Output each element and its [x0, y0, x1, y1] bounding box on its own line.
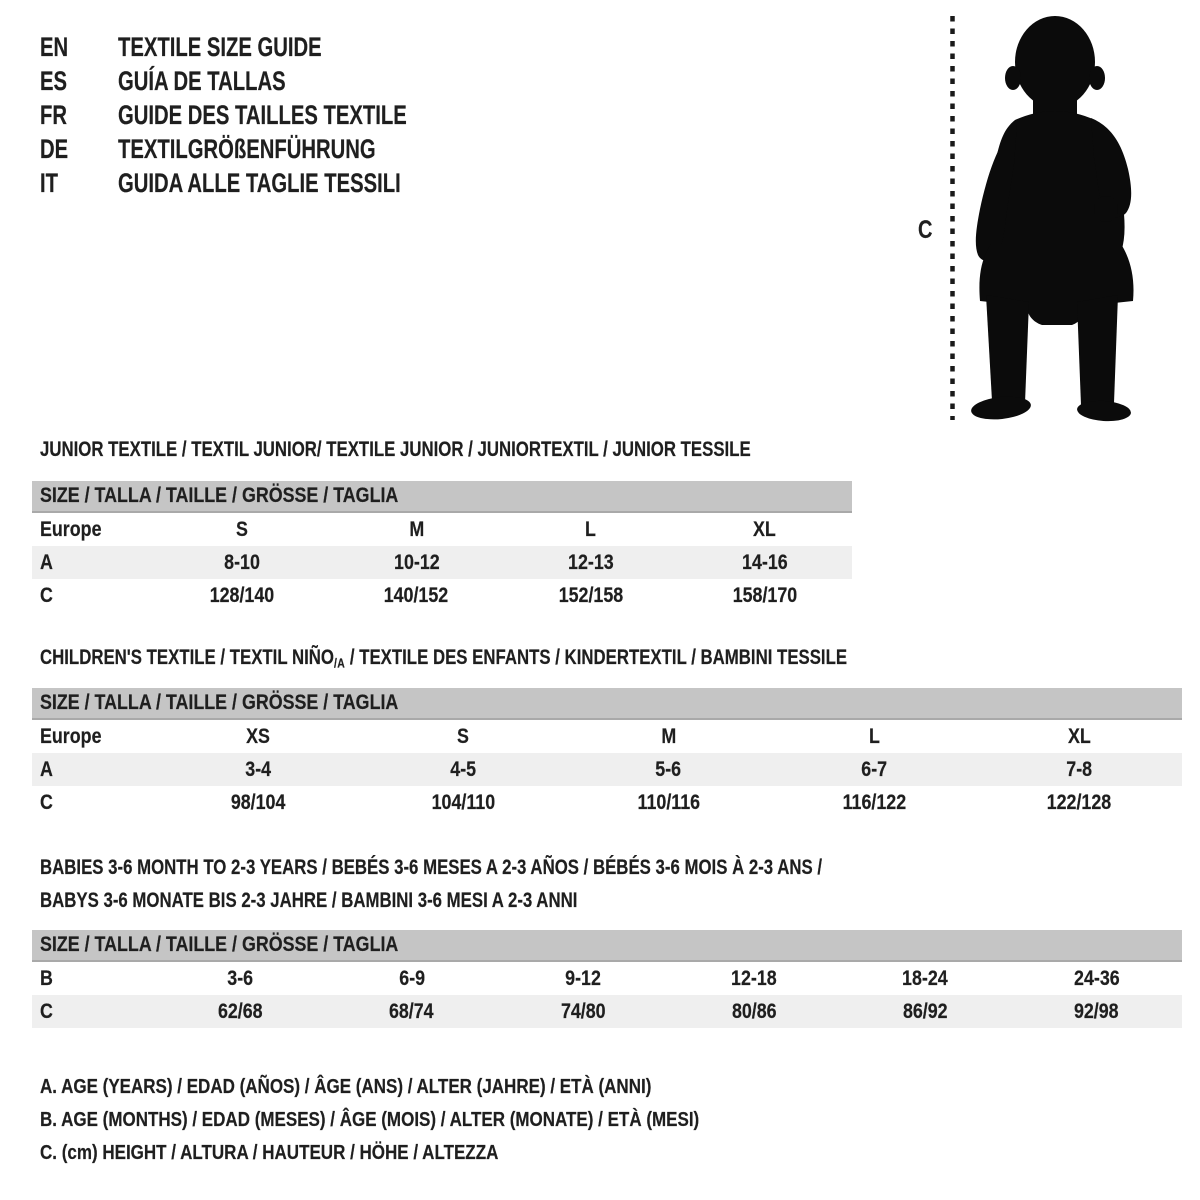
title-segment: / TEXTILE DES ENFANTS / KINDERTEXTIL / BAMBINI TESSILE	[345, 646, 848, 669]
language-guide-title: GUÍA DE TALLAS	[118, 66, 286, 96]
language-row	[40, 30, 503, 64]
size-header-bar	[32, 688, 1182, 720]
legend-text: C. (cm) HEIGHT / ALTURA / HAUTEUR / HÖHE / ALTEZZA	[40, 1142, 499, 1164]
language-guide-title: TEXTILGRÖßENFÜHRUNG	[118, 134, 376, 164]
value-text: M	[661, 725, 676, 748]
height-measure-label	[918, 216, 936, 244]
language-code: DE	[40, 134, 69, 164]
row-label-cell	[32, 995, 155, 1028]
value-cell	[497, 995, 668, 1028]
value-cell	[497, 962, 668, 995]
title-segment: CHILDREN'S TEXTILE / TEXTIL NIÑO	[40, 646, 334, 669]
value-cell	[1011, 962, 1182, 995]
table-row	[32, 962, 1182, 995]
table-row	[32, 546, 852, 579]
value-cell	[329, 579, 503, 612]
value-cell	[360, 786, 565, 819]
value-cell	[678, 579, 852, 612]
value-cell	[771, 786, 976, 819]
legend-text: B. AGE (MONTHS) / EDAD (MESES) / ÂGE (MOIS) / ALTER (MONATE) / ETÀ (MESI)	[40, 1109, 700, 1131]
language-title-list	[40, 30, 503, 200]
section-title-line	[40, 437, 852, 463]
value-text: 86/92	[902, 1000, 948, 1023]
value-cell	[155, 962, 326, 995]
size-table	[32, 688, 1182, 819]
row-label-cell	[32, 962, 155, 995]
value-text: 80/86	[731, 1000, 777, 1023]
value-cell	[155, 995, 326, 1028]
row-label-cell	[32, 513, 155, 546]
value-text: 12-18	[731, 967, 777, 990]
size-header-text: SIZE / TALLA / TAILLE / GRÖSSE / TAGLIA	[40, 691, 399, 714]
value-text: XS	[245, 725, 270, 748]
row-label-cell	[32, 546, 155, 579]
section-title	[32, 437, 852, 463]
value-text: S	[457, 725, 470, 748]
value-cell	[840, 995, 1011, 1028]
section-babies-textile	[32, 851, 1182, 1023]
legend-text: A. AGE (YEARS) / EDAD (AÑOS) / ÂGE (ANS) / ALTER (JAHRE) / ETÀ (ANNI)	[40, 1076, 652, 1098]
value-text: 9-12	[565, 967, 601, 990]
value-cell	[504, 513, 678, 546]
language-guide-title: GUIDA ALLE TAGLIE TESSILI	[118, 168, 401, 198]
section-childrens-textile	[32, 645, 1182, 814]
value-text: S	[236, 518, 249, 541]
value-cell	[977, 720, 1182, 753]
value-text: 7-8	[1066, 758, 1093, 781]
value-text: 3-6	[227, 967, 254, 990]
value-text: XL	[753, 518, 777, 541]
value-cell	[504, 546, 678, 579]
title-segment: BABIES 3-6 MONTH TO 2-3 YEARS / BEBÉS 3-6 MESES A 2-3 AÑOS / BÉBÉS 3-6 MOIS À 2-3 ANS /	[40, 856, 823, 879]
row-label: C	[40, 1000, 53, 1023]
value-text: 92/98	[1074, 1000, 1119, 1023]
toddler-silhouette	[963, 12, 1149, 422]
value-cell	[566, 786, 771, 819]
value-text: 116/122	[842, 791, 906, 814]
value-text: 10-12	[393, 551, 440, 574]
title-segment: BABYS 3-6 MONATE BIS 2-3 JAHRE / BAMBINI 3-6 MESI A 2-3 ANNI	[40, 889, 578, 912]
section-title-line	[40, 851, 1182, 884]
value-cell	[326, 962, 497, 995]
value-text: 14-16	[742, 551, 788, 574]
value-cell	[155, 546, 329, 579]
value-cell	[678, 546, 852, 579]
value-cell	[840, 962, 1011, 995]
legend-line	[40, 1137, 816, 1170]
value-text: 104/110	[431, 791, 495, 814]
value-cell	[669, 995, 840, 1028]
table-row	[32, 753, 1182, 786]
value-text: 5-6	[655, 758, 682, 781]
language-row	[40, 132, 503, 166]
value-cell	[155, 579, 329, 612]
value-text: 158/170	[732, 584, 798, 607]
section-junior-textile	[32, 437, 852, 607]
language-row	[40, 98, 503, 132]
size-header-text: SIZE / TALLA / TAILLE / GRÖSSE / TAGLIA	[40, 484, 399, 507]
table-row	[32, 513, 852, 546]
value-text: 3-4	[244, 758, 271, 781]
value-cell	[360, 753, 565, 786]
table-row	[32, 720, 1182, 753]
section-title-text	[40, 851, 822, 884]
size-header-text: SIZE / TALLA / TAILLE / GRÖSSE / TAGLIA	[40, 933, 399, 956]
language-code: IT	[40, 168, 58, 198]
value-text: 6-7	[861, 758, 887, 781]
row-label-cell	[32, 579, 155, 612]
value-text: 24-36	[1073, 967, 1120, 990]
section-title-text	[40, 645, 847, 676]
row-label: C	[40, 791, 53, 814]
height-dashed-line	[948, 16, 957, 420]
section-title	[32, 645, 1182, 676]
row-label-cell	[32, 720, 155, 753]
value-cell	[566, 720, 771, 753]
height-measure-letter: C	[918, 216, 933, 244]
value-text: 128/140	[209, 584, 275, 607]
value-cell	[326, 995, 497, 1028]
language-code: FR	[40, 100, 67, 130]
row-label: B	[40, 967, 53, 990]
legend-line	[40, 1071, 816, 1104]
value-cell	[155, 513, 329, 546]
value-cell	[329, 513, 503, 546]
value-text: 6-9	[398, 967, 425, 990]
value-cell	[977, 786, 1182, 819]
title-segment: JUNIOR TEXTILE / TEXTIL JUNIOR/ TEXTILE JUNIOR / JUNIORTEXTIL / JUNIOR TESSILE	[40, 438, 751, 461]
table-row	[32, 579, 852, 612]
table-row	[32, 995, 1182, 1028]
value-cell	[771, 720, 976, 753]
value-cell	[977, 753, 1182, 786]
value-text: 12-13	[567, 551, 614, 574]
value-text: 98/104	[230, 791, 285, 814]
value-cell	[566, 753, 771, 786]
value-text: 4-5	[450, 758, 477, 781]
value-text: 110/116	[637, 791, 700, 814]
legend-line	[40, 1104, 816, 1137]
row-label: A	[40, 758, 53, 781]
value-cell	[155, 720, 360, 753]
language-row	[40, 166, 503, 200]
value-text: M	[408, 518, 424, 541]
size-table	[32, 481, 852, 612]
size-header-bar	[32, 930, 1182, 962]
section-title-text	[40, 437, 751, 463]
value-cell	[360, 720, 565, 753]
row-label: A	[40, 551, 53, 574]
language-code: ES	[40, 66, 68, 96]
section-title-line	[40, 645, 1182, 676]
value-cell	[155, 753, 360, 786]
value-cell	[155, 786, 360, 819]
table-row	[32, 786, 1182, 819]
language-row	[40, 64, 503, 98]
row-label-cell	[32, 786, 155, 819]
value-cell	[669, 962, 840, 995]
section-title	[32, 851, 1182, 917]
row-label-cell	[32, 753, 155, 786]
value-cell	[504, 579, 678, 612]
measurement-legend	[40, 1071, 816, 1170]
value-text: 8-10	[224, 551, 260, 574]
value-text: 140/152	[384, 584, 449, 607]
value-text: 74/80	[560, 1000, 606, 1023]
language-guide-title: TEXTILE SIZE GUIDE	[118, 32, 322, 62]
row-label: C	[40, 584, 53, 607]
value-text: XL	[1067, 725, 1091, 748]
value-text: 152/158	[558, 584, 623, 607]
value-cell	[1011, 995, 1182, 1028]
value-text: L	[585, 518, 597, 541]
value-cell	[678, 513, 852, 546]
language-guide-title: GUIDE DES TAILLES TEXTILE	[118, 100, 407, 130]
value-text: 18-24	[902, 967, 949, 990]
row-label: Europe	[40, 725, 102, 748]
value-text: 122/128	[1047, 791, 1112, 814]
language-code: EN	[40, 32, 69, 62]
row-label: Europe	[40, 518, 102, 541]
value-text: L	[868, 725, 880, 748]
section-title-text	[40, 884, 577, 917]
section-title-line	[40, 884, 1182, 917]
size-table	[32, 930, 1182, 1028]
value-cell	[329, 546, 503, 579]
size-header-bar	[32, 481, 852, 513]
value-cell	[771, 753, 976, 786]
value-text: 62/68	[218, 1000, 263, 1023]
title-subscript: /A	[333, 655, 346, 671]
value-text: 68/74	[389, 1000, 435, 1023]
